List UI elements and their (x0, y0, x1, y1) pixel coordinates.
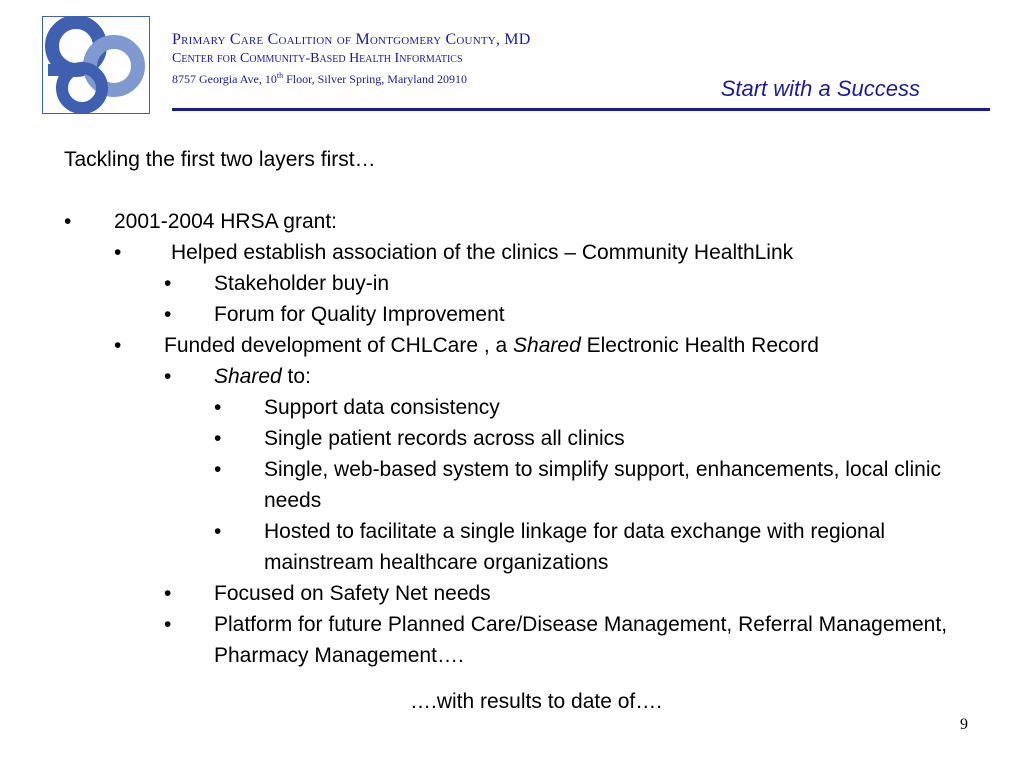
page-number: 9 (960, 716, 968, 733)
center-name: Center for Community-Based Health Informatics (172, 51, 463, 66)
bullet-helped: • Helped establish association of the clinics – Community HealthLink • Stakeholder buy-in • Forum for Quality Improvement (114, 237, 994, 330)
bullet-support: • Support data consistency (214, 392, 994, 423)
bullet-single-patient: • Single patient records across all clinics (214, 423, 994, 454)
bullet-platform: • Platform for future Planned Care/Disease Management, Referral Management, Pharmacy Management…. (164, 609, 994, 671)
bullet-shared: • Shared to: • Support data consistency • Single patient records across all clinics • Single, web-based system to simplify support, enhancements, local clinic needs • Hosted to facilitate a single linkage for data exchange with regional mainstream healthcare organizations (164, 361, 994, 578)
bullet-funded: • Funded development of CHLCare , a Shared Electronic Health Record • Shared to: • Support data consistency • Single patient records across all clinics • Single, web-based system to simplify support, enhancements, local clinic needs • Hosted to facilitate a single linkage for data exchange with regional mainstream healthcare organizations • Focused on Safety Net needs • Platform for future Planned Care/Disease Management, Referral Management, Pharmacy Management…. (114, 330, 994, 671)
results-teaser: ….with results to date of…. (410, 690, 663, 713)
linked-rings-icon (42, 16, 150, 114)
bullet-forum: • Forum for Quality Improvement (164, 299, 994, 330)
title-divider (172, 108, 990, 111)
slide-title: Start with a Success (720, 76, 920, 101)
coalition-logo (42, 16, 150, 114)
organization-header (172, 30, 531, 87)
bullet-list (64, 206, 994, 671)
slide-body (64, 144, 994, 671)
bullet-stakeholder: • Stakeholder buy-in (164, 268, 994, 299)
intro-text: Tackling the first two layers first… (64, 148, 376, 171)
bullet-grant: • 2001-2004 HRSA grant: • Helped establish association of the clinics – Community HealthLink • Stakeholder buy-in • Forum for Quality Improvement • Funded development of CHLCare , a Shared Electronic Health Record • Shared to: • Support data consistency • Single patient records across all clinics • Single, web-based system to simplify support, enhancements, local clinic needs • Hosted to facilitate a single linkage for data exchange with regional mainstream healthcare organizations • Focused on Safety Net needs • Platform for future Planned Care/Disease Management, Referral Management, Pharmacy Management…. (64, 206, 994, 671)
organization-address: 8757 Georgia Ave, 10th Floor, Silver Spring, Maryland 20910 (172, 71, 467, 86)
organization-name: Primary Care Coalition of Montgomery County, MD (172, 31, 531, 48)
bullet-hosted: • Hosted to facilitate a single linkage for data exchange with regional mainstream healthcare organizations (214, 516, 994, 578)
bullet-single-web: • Single, web-based system to simplify support, enhancements, local clinic needs (214, 454, 994, 516)
bullet-focused: • Focused on Safety Net needs (164, 578, 994, 609)
